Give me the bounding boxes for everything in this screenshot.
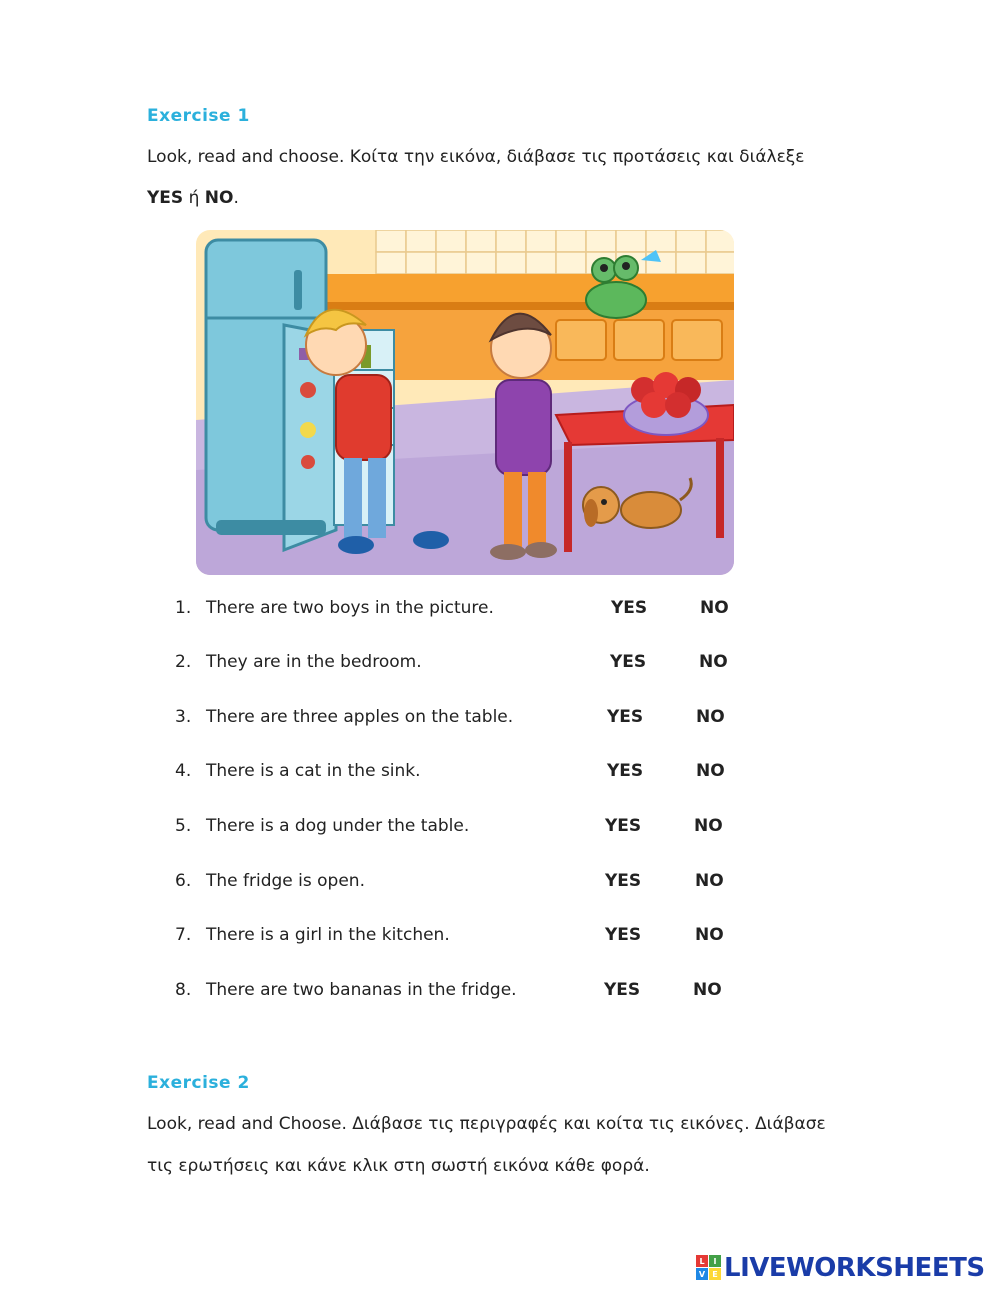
- yes-option[interactable]: YES: [605, 871, 642, 891]
- question-1: [175, 596, 775, 620]
- question-number: 7.: [175, 925, 192, 945]
- instructions-yes: YES: [147, 188, 184, 208]
- question-4: [175, 759, 775, 783]
- yes-option[interactable]: YES: [610, 652, 647, 672]
- exercise2-instructions-line2: τις ερωτήσεις και κάνε κλικ στη σωστή εικόνα κάθε φορά.: [147, 1156, 650, 1176]
- exercise1-instructions: Look, read and choose. Κοίτα την εικόνα, διάβασε τις προτάσεις και διάλεξε: [147, 147, 805, 167]
- exercise2-instructions: Look, read and Choose. Διάβασε τις περιγραφές και κοίτα τις εικόνες. Διάβασε: [147, 1114, 826, 1134]
- exercise1-instructions-line2: [147, 188, 239, 208]
- question-3: [175, 705, 775, 729]
- question-text: They are in the bedroom.: [206, 652, 422, 672]
- liveworksheets-logo: [696, 1252, 985, 1284]
- kitchen-illustration: [196, 230, 734, 575]
- brand-logo-icon: [696, 1255, 722, 1281]
- question-number: 4.: [175, 761, 192, 781]
- yes-option[interactable]: YES: [607, 761, 644, 781]
- no-option[interactable]: NO: [696, 761, 725, 781]
- wall-tiles: [376, 230, 734, 274]
- instructions-end: .: [233, 188, 239, 208]
- no-option[interactable]: NO: [696, 707, 725, 727]
- question-text: There are two bananas in the fridge.: [206, 980, 517, 1000]
- logo-letter-l: L: [699, 1257, 705, 1266]
- question-text: There is a dog under the table.: [206, 816, 470, 836]
- instructions-no: NO: [204, 188, 234, 208]
- instructions-or: ή: [183, 188, 205, 208]
- no-option[interactable]: NO: [695, 925, 724, 945]
- no-option[interactable]: NO: [700, 598, 729, 618]
- yes-option[interactable]: YES: [604, 980, 641, 1000]
- logo-letter-v: V: [698, 1270, 706, 1279]
- yes-option[interactable]: YES: [605, 925, 642, 945]
- question-7: [175, 923, 775, 947]
- question-number: 8.: [175, 980, 192, 1000]
- question-number: 6.: [175, 871, 192, 891]
- question-number: 3.: [175, 707, 192, 727]
- question-6: [175, 869, 775, 893]
- brand-name: LIVEWORKSHEETS: [724, 1253, 985, 1283]
- question-text: There is a girl in the kitchen.: [206, 925, 450, 945]
- question-number: 2.: [175, 652, 192, 672]
- question-2: [175, 650, 775, 674]
- logo-letter-e: E: [712, 1270, 718, 1279]
- yes-option[interactable]: YES: [605, 816, 642, 836]
- no-option[interactable]: NO: [694, 816, 723, 836]
- yes-option[interactable]: YES: [611, 598, 648, 618]
- question-number: 5.: [175, 816, 192, 836]
- exercise2-heading: Exercise 2: [147, 1073, 250, 1093]
- question-text: The fridge is open.: [206, 871, 365, 891]
- no-option[interactable]: NO: [693, 980, 722, 1000]
- logo-letter-i: I: [713, 1257, 717, 1266]
- yes-option[interactable]: YES: [607, 707, 644, 727]
- question-text: There are three apples on the table.: [206, 707, 514, 727]
- question-5: [175, 814, 775, 838]
- question-text: There are two boys in the picture.: [206, 598, 494, 618]
- question-text: There is a cat in the sink.: [206, 761, 421, 781]
- no-option[interactable]: NO: [699, 652, 728, 672]
- question-number: 1.: [175, 598, 192, 618]
- question-8: [175, 978, 775, 1002]
- no-option[interactable]: NO: [695, 871, 724, 891]
- exercise1-heading: Exercise 1: [147, 106, 250, 126]
